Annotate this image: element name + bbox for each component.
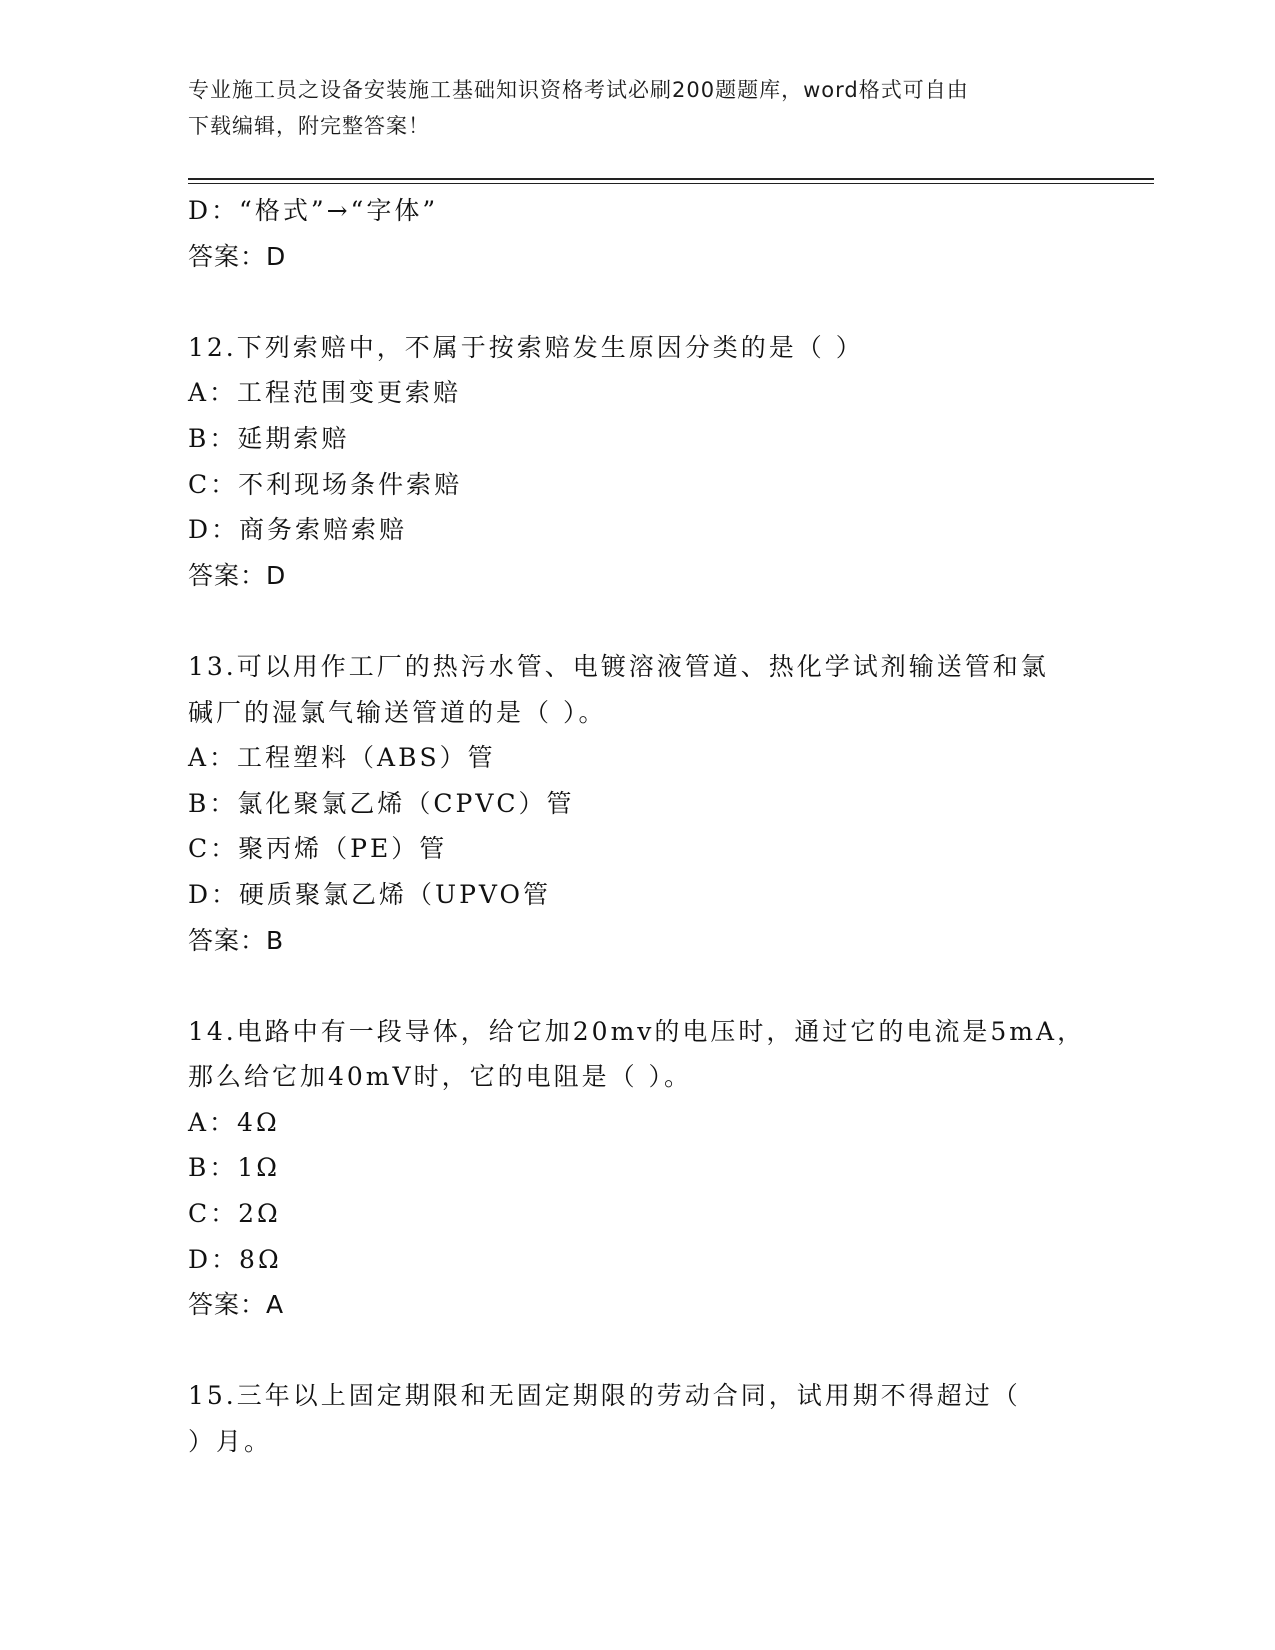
question-stem: 12.下列索赔中，不属于按索赔发生原因分类的是（ ） <box>188 332 864 362</box>
header-line-2: 下载编辑，附完整答案！ <box>188 114 430 138</box>
header-line-1: 专业施工员之设备安装施工基础知识资格考试必刷200题题库，word格式可自由 <box>188 78 969 102</box>
answer: 答案：D <box>188 560 287 590</box>
option-c: C：2Ω <box>188 1199 281 1229</box>
question-stem: 14.电路中有一段导体，给它加20mv的电压时，通过它的电流是5mA， <box>188 1016 1086 1046</box>
option-d: D：“格式”→“字体” <box>188 196 439 225</box>
question-15 <box>188 1373 1088 1464</box>
answer: 答案：D <box>188 241 287 271</box>
spacer <box>188 1328 1088 1374</box>
question-stem: 13.可以用作工厂的热污水管、电镀溶液管道、热化学试剂输送管和氯 <box>188 651 1049 681</box>
option-b: B：延期索赔 <box>188 423 350 453</box>
option-a: A：工程塑料（ABS）管 <box>188 743 496 773</box>
option-c: C：聚丙烯（PE）管 <box>188 834 448 864</box>
question-stem-continued: 那么给它加40mV时，它的电阻是（ ）。 <box>188 1062 693 1092</box>
option-d: D：硬质聚氯乙烯（UPVO管 <box>188 879 552 909</box>
option-b: B：氯化聚氯乙烯（CPVC）管 <box>188 788 575 818</box>
option-d: D：8Ω <box>188 1244 282 1274</box>
question-12 <box>188 325 1088 599</box>
question-stem: 15.三年以上固定期限和无固定期限的劳动合同，试用期不得超过（ <box>188 1381 1021 1411</box>
document-body <box>188 188 1088 1465</box>
header-divider-thin <box>188 183 1154 184</box>
question-14 <box>188 1009 1088 1328</box>
spacer <box>188 963 1088 1009</box>
option-c: C：不利现场条件索赔 <box>188 469 463 499</box>
question-13 <box>188 644 1088 963</box>
answer: 答案：A <box>188 1290 285 1320</box>
previous-question-tail <box>188 188 1088 279</box>
header-divider-thick <box>188 178 1154 180</box>
spacer <box>188 598 1088 644</box>
option-a: A：工程范围变更索赔 <box>188 378 462 408</box>
question-stem-continued: ）月。 <box>188 1427 273 1457</box>
spacer <box>188 279 1088 325</box>
option-a: A：4Ω <box>188 1107 280 1137</box>
option-b: B：1Ω <box>188 1153 281 1183</box>
document-header <box>188 72 1068 144</box>
answer: 答案：B <box>188 925 285 955</box>
option-d: D：商务索赔索赔 <box>188 515 408 545</box>
question-stem-continued: 碱厂的湿氯气输送管道的是（ ）。 <box>188 697 607 727</box>
